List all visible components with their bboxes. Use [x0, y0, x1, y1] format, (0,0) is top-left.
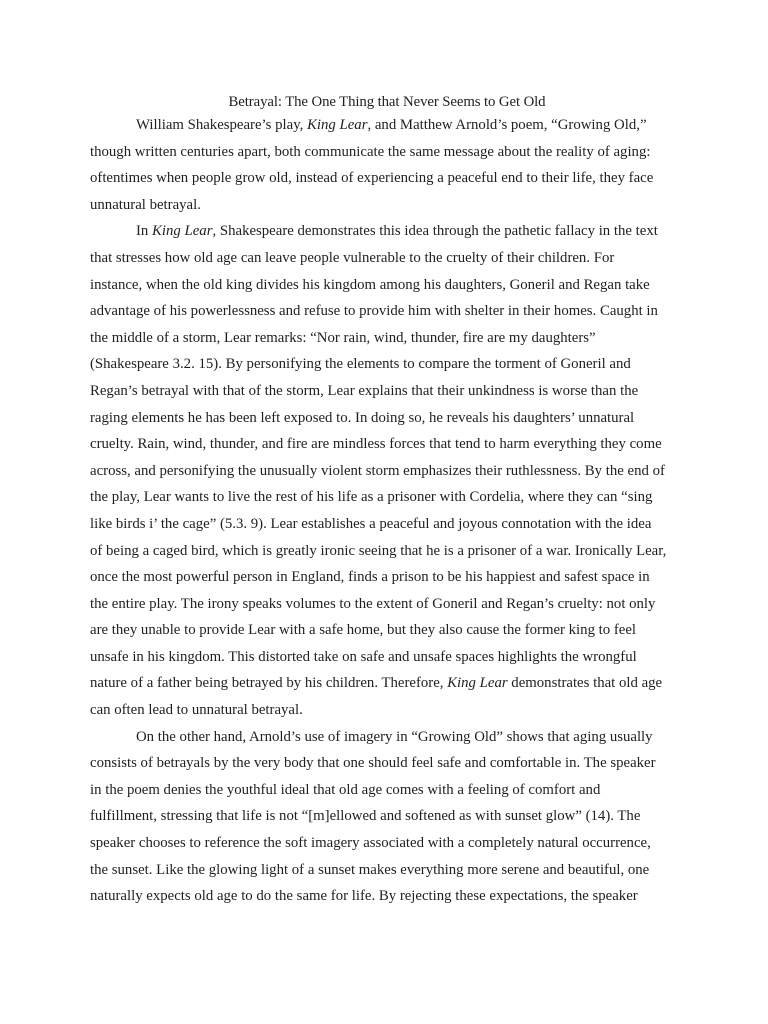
line-text: that stresses how old age can leave people vulnerable to the cruelty of their children. For [90, 249, 615, 266]
line-text: like birds i’ the cage” (5.3. 9). Lear establishes a peaceful and joyous connotation with the idea [90, 515, 652, 532]
paragraph-line [90, 538, 684, 565]
paragraph-line [90, 139, 684, 166]
line-text: of being a caged bird, which is greatly ironic seeing that he is a prisoner of a war. Ironically Lear, [90, 542, 667, 559]
line-text: unsafe in his kingdom. This distorted take on safe and unsafe spaces highlights the wrongful [90, 648, 637, 665]
line-text: though written centuries apart, both communicate the same message about the reality of aging: [90, 143, 651, 160]
paragraph-line [90, 378, 684, 405]
paragraph-line [90, 591, 684, 618]
essay-title: Betrayal: The One Thing that Never Seems to Get Old [228, 94, 546, 110]
paragraph-line [90, 670, 684, 697]
line-text: naturally expects old age to do the same for life. By rejecting these expectations, the speaker [90, 888, 638, 905]
paragraph-line [90, 777, 684, 804]
paragraph-line [90, 458, 684, 485]
line-text: advantage of his powerlessness and refuse to provide him with shelter in their homes. Caught in [90, 303, 658, 320]
line-text: raging elements he has been left exposed to. In doing so, he reveals his daughters’ unnatural [90, 409, 635, 426]
italic-title-text: King Lear [447, 675, 508, 692]
line-text: , Shakespeare demonstrates this idea through the pathetic fallacy in the text [212, 223, 658, 240]
line-text: across, and personifying the unusually violent storm emphasizes their ruthlessness. By the end of [90, 462, 665, 479]
italic-title-text: King Lear [152, 223, 213, 240]
line-text: are they unable to provide Lear with a safe home, but they also cause the former king to feel [90, 622, 637, 639]
paragraph-line [90, 724, 684, 751]
line-text: , and Matthew Arnold’s poem, “Growing Old,” [367, 117, 647, 133]
paragraph-line [90, 218, 684, 245]
paragraph-line [90, 325, 684, 352]
line-text: can often lead to unnatural betrayal. [90, 702, 303, 719]
essay-paragraph [90, 218, 684, 723]
paragraph-line [90, 830, 684, 857]
line-text: consists of betrayals by the very body that one should feel safe and comfortable in. The speaker [90, 755, 656, 772]
line-text: Regan’s betrayal with that of the storm, Lear explains that their unkindness is worse than the [90, 382, 639, 399]
paragraph-line [90, 644, 684, 671]
paragraph-line [90, 272, 684, 299]
paragraph-line [90, 112, 684, 139]
line-text: the play, Lear wants to live the rest of his life as a prisoner with Cordelia, where they can “sing [90, 489, 653, 506]
paragraph-line [90, 298, 684, 325]
line-text: unnatural betrayal. [90, 196, 201, 213]
paragraph-line [90, 857, 684, 884]
paragraph-line [90, 192, 684, 219]
paragraph-line [90, 803, 684, 830]
line-text: fulfillment, stressing that life is not “[m]ellowed and softened as with sunset glow” (14). The [90, 808, 641, 825]
paragraph-line [90, 564, 684, 591]
essay-body [90, 92, 684, 910]
paragraph-line [90, 697, 684, 724]
line-text: demonstrates that old age [507, 675, 663, 692]
line-text: instance, when the old king divides his kingdom among his daughters, Goneril and Regan take [90, 276, 650, 293]
line-text: oftentimes when people grow old, instead of experiencing a peaceful end to their life, they face [90, 170, 654, 187]
paragraph-line [90, 431, 684, 458]
line-text: nature of a father being betrayed by his children. Therefore, [90, 675, 448, 692]
paragraph-line [90, 750, 684, 777]
paragraph-line [90, 617, 684, 644]
line-text: once the most powerful person in England, finds a prison to be his happiest and safest space in [90, 569, 650, 586]
essay-paragraphs [90, 112, 684, 910]
italic-title-text: King Lear [307, 117, 368, 133]
line-text: the entire play. The irony speaks volumes to the extent of Goneril and Regan’s cruelty: not only [90, 595, 656, 612]
line-text: In [136, 223, 153, 240]
paragraph-line [90, 351, 684, 378]
essay-paragraph [90, 112, 684, 218]
paragraph-line [90, 245, 684, 272]
line-text: in the poem denies the youthful ideal that old age comes with a feeling of comfort and [90, 781, 601, 798]
essay-paragraph [90, 724, 684, 910]
paragraph-line [90, 883, 684, 910]
line-text: the middle of a storm, Lear remarks: “Nor rain, wind, thunder, fire are my daughters” [90, 329, 596, 346]
line-text: (Shakespeare 3.2. 15). By personifying the elements to compare the torment of Goneril and [90, 356, 631, 373]
line-text: the sunset. Like the glowing light of a sunset makes everything more serene and beautiful, one [90, 861, 650, 878]
line-text: On the other hand, Arnold’s use of imagery in “Growing Old” shows that aging usually [136, 728, 653, 745]
line-text: cruelty. Rain, wind, thunder, and fire are mindless forces that tend to harm everything they come [90, 436, 662, 453]
line-text: speaker chooses to reference the soft imagery associated with a completely natural occurrence, [90, 835, 651, 852]
line-text: William Shakespeare’s play, [136, 117, 308, 133]
paragraph-line [90, 484, 684, 511]
paragraph-line [90, 405, 684, 432]
paragraph-line [90, 511, 684, 538]
paragraph-line [90, 165, 684, 192]
